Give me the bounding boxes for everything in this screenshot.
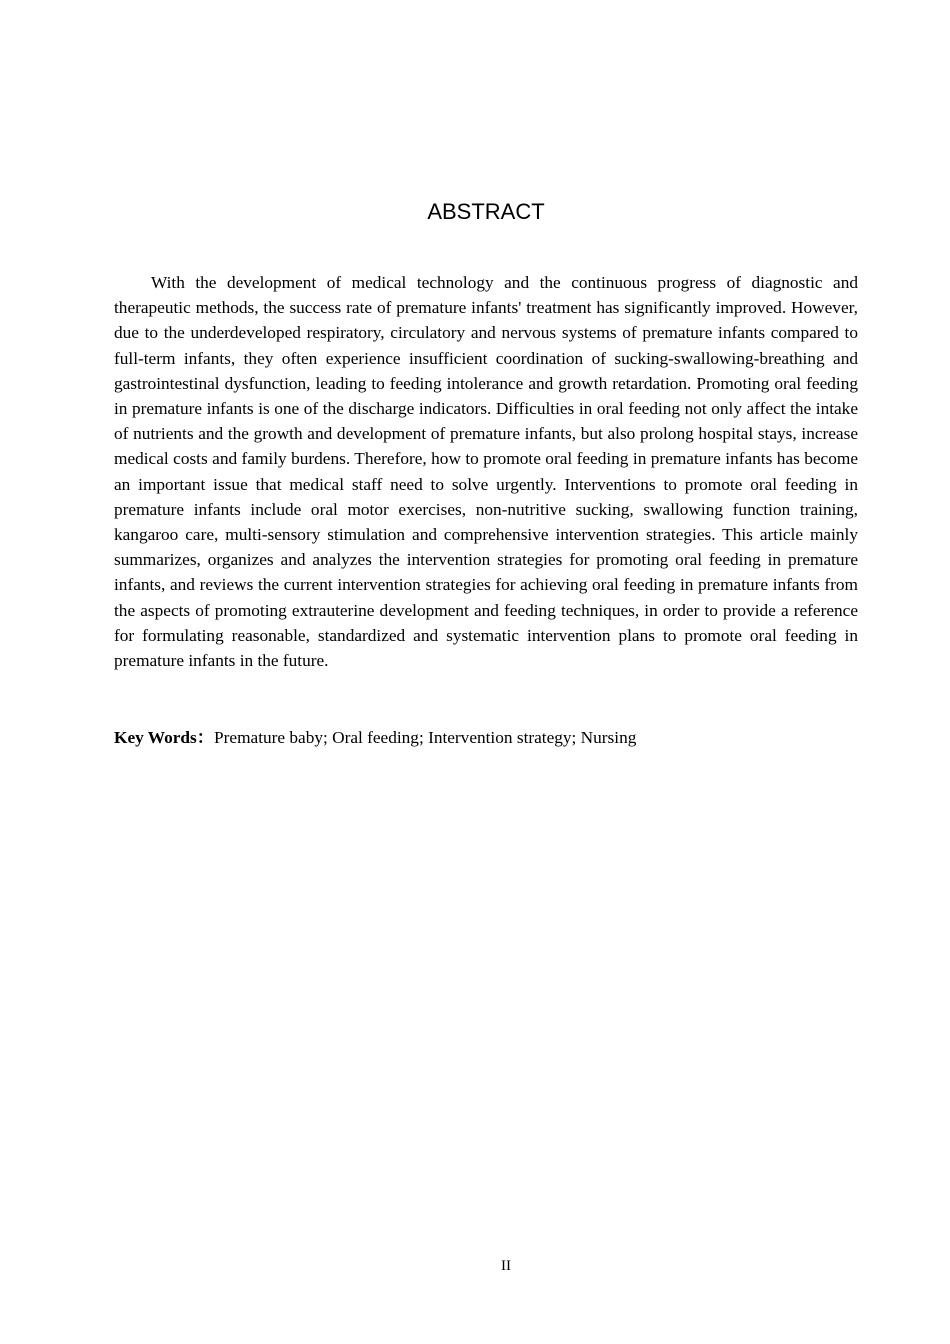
keywords-separator: ： bbox=[196, 728, 215, 747]
keywords-line bbox=[114, 725, 858, 750]
page-number: II bbox=[501, 1258, 511, 1274]
abstract-body: With the development of medical technology and the continuous progress of diagnostic and therapeutic methods, the success rate of premature infants' treatment has significantly improved. However, due to the underdeveloped respiratory, circulatory and nervous systems of premature infants compared to full-term infants, they often experience insufficient coordination of sucking-swallowing-breathing and gastrointestinal dysfunction, leading to feeding intolerance and growth retardation. Promoting oral feeding in premature infants is one of the discharge indicators. Difficulties in oral feeding not only affect the intake of nutrients and the growth and development of premature infants, but also prolong hospital stays, increase medical costs and family burdens. Therefore, how to promote oral feeding in premature infants has become an important issue that medical staff need to solve urgently. Interventions to promote oral feeding in premature infants include oral motor exercises, non-nutritive sucking, swallowing function training, kangaroo care, multi-sensory stimulation and comprehensive intervention strategies. This article mainly summarizes, organizes and analyzes the intervention strategies for promoting oral feeding in premature infants, and reviews the current intervention strategies for achieving oral feeding in premature infants from the aspects of promoting extrauterine development and feeding techniques, in order to provide a reference for formulating reasonable, standardized and systematic intervention plans to promote oral feeding in premature infants in the future. bbox=[114, 273, 858, 671]
abstract-title: ABSTRACT bbox=[427, 199, 545, 224]
keywords-label: Key Words bbox=[114, 728, 197, 747]
keywords-value: Premature baby; Oral feeding; Intervention strategy; Nursing bbox=[214, 728, 637, 747]
